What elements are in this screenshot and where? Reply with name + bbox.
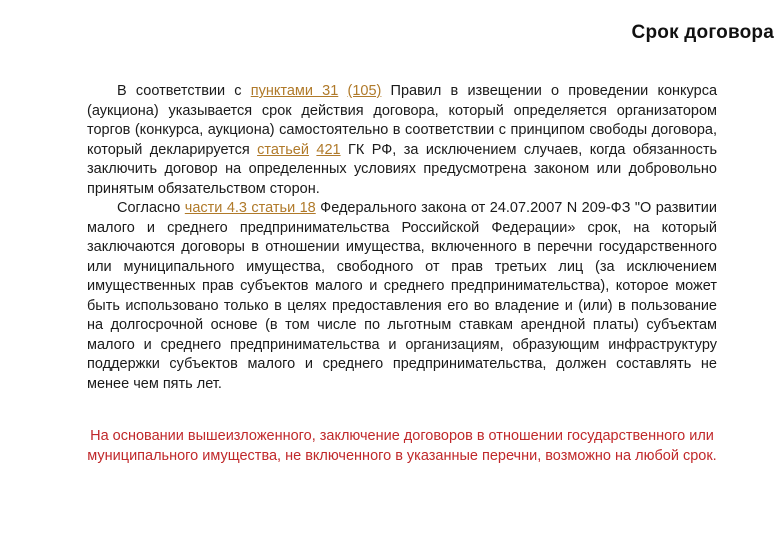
link-article-421[interactable]: 421 xyxy=(316,141,341,158)
text-segment: Правил в извещении о проведении конкурса (аукциона) указывается срок действия договора, который определяется организатором торгов (конкурса, аукциона) самостоятельно в соответствии с принципом свободы договора, который декларируется xyxy=(87,83,718,158)
main-text xyxy=(87,82,717,394)
text-segment: В соответствии с xyxy=(117,83,251,99)
paragraph-2 xyxy=(87,199,717,394)
text-segment: ГК РФ, за исключением случаев, когда обязанность заключить договор на определенных условиях предусмотрена законом или добровольно принятым обязательством сторон. xyxy=(87,141,718,197)
link-clause-105[interactable]: (105) xyxy=(347,83,382,99)
link-part-4-3-article-18[interactable]: части 4.3 статьи 18 xyxy=(184,200,316,216)
text-segment xyxy=(338,83,347,99)
conclusion-text: На основании вышеизложенного, заключение договоров в отношении государственного или муниципального имущества, не включенного в указанные перечни, возможно на любой срок. xyxy=(87,428,717,464)
text-segment: Согласно xyxy=(117,200,185,216)
page-title: Срок договора xyxy=(631,22,774,43)
link-article[interactable]: статьей xyxy=(257,141,309,158)
link-clauses-31[interactable]: пунктами 31 xyxy=(250,83,339,99)
text-segment: Федерального закона от 24.07.2007 N 209-ФЗ "О развитии малого и среднего предпринимательства Российской Федерации» срок, на который заключаются договоры в отношении имущества, включенного в перечни государственного или муниципального имущества, свободного от прав третьих лиц (за исключением имущественных прав субъектов малого и среднего предпринимательства), которое может быть использовано только в целях предоставления его во владение и (или) в пользование на долгосрочной основе (в том числе по льготным ставкам арендной платы) субъектам малого и среднего предпринимательства и организациям, образующим инфраструктуру поддержки субъектов малого и среднего предпринимательства, должен составлять не менее чем пять лет. xyxy=(87,200,718,392)
paragraph-1 xyxy=(87,82,717,199)
